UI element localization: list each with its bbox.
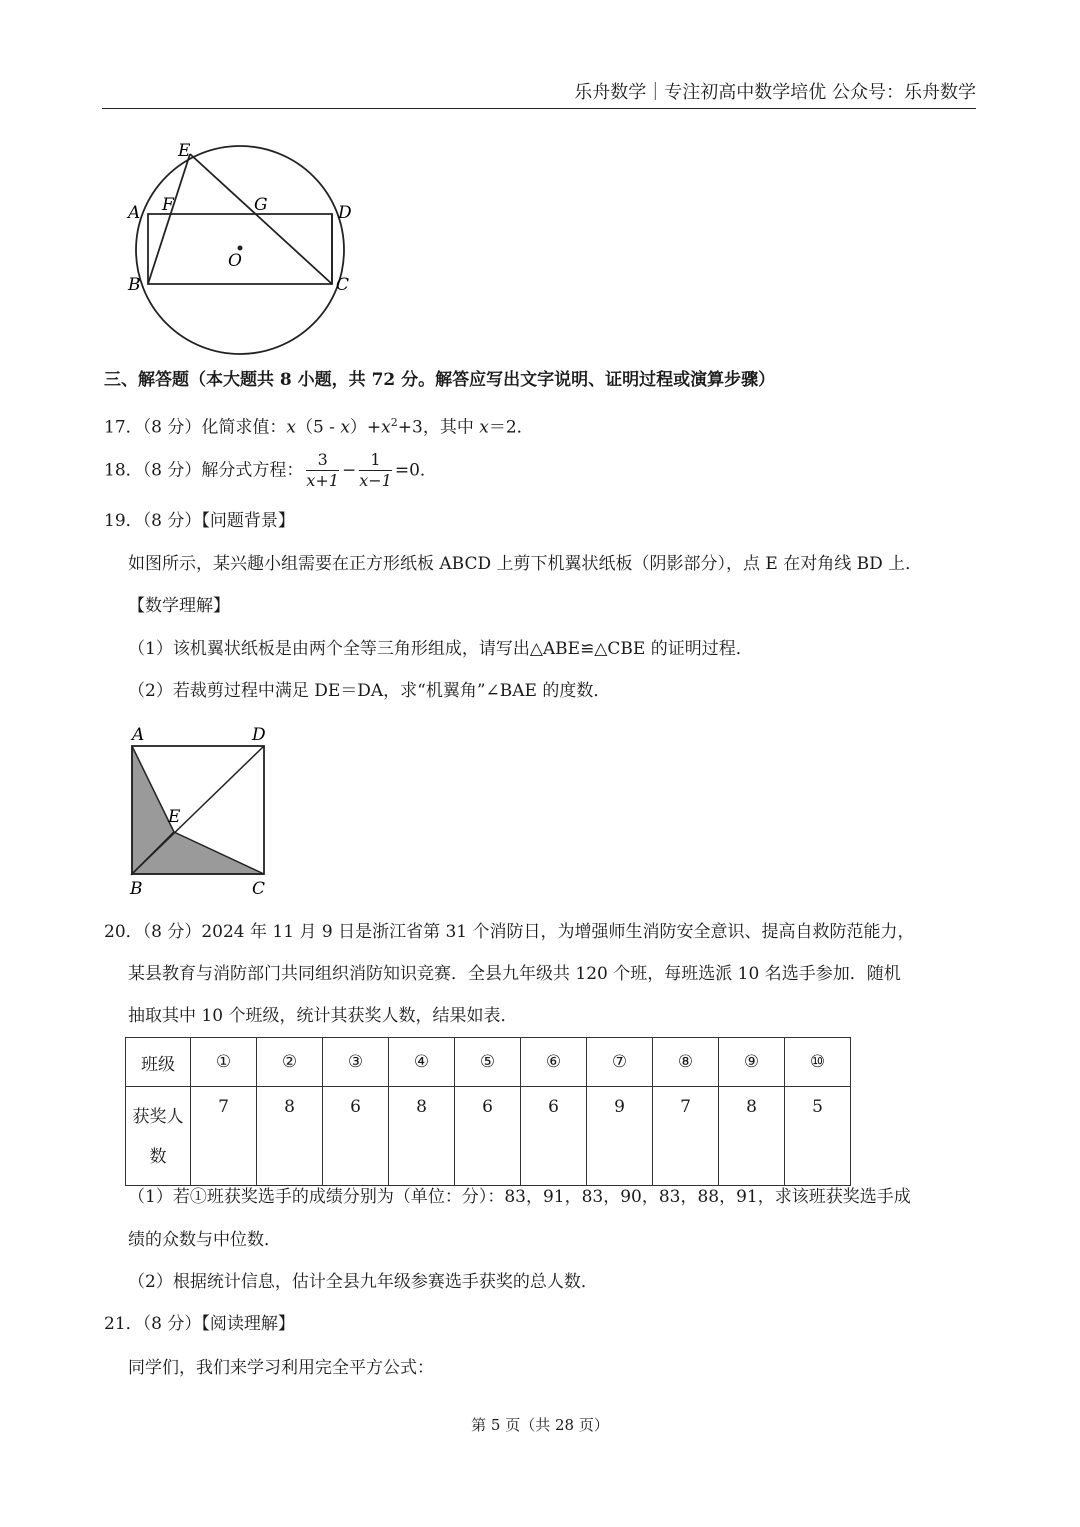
question-19-prefix: 19．（8 分）【问题背景】 [104,511,295,531]
q17-exponent: 2 [390,416,398,429]
table-cell-award: 7 [653,1087,719,1186]
table-cell-class: ③ [323,1038,389,1087]
question-20-line-3: 抽取其中 10 个班级，统计其获奖人数，结果如表． [128,1006,518,1026]
question-20-line-2: 某县教育与消防部门共同组织消防知识竞赛．全县九年级共 120 个班，每班选派 10 名选手参加．随机 [128,964,901,984]
q17-text: ）+ [349,417,382,438]
q18-tail: =0． [394,460,437,481]
fraction-denominator: x+1 [306,471,339,490]
label-c: C [336,275,350,295]
square-figure [122,722,282,900]
label-f: F [162,195,174,215]
table-header-class: 班级 [126,1038,191,1087]
label-b: B [130,879,143,899]
question-21-line-1: 同学们，我们来学习利用完全平方公式： [128,1358,434,1378]
q18-prefix: 18．（8 分）解分式方程： [104,460,304,481]
q17-var: x [286,417,296,438]
award-table [125,1037,851,1186]
table-cell-award: 6 [521,1087,587,1186]
table-cell-award: 8 [257,1087,323,1186]
table-cell-class: ⑩ [785,1038,851,1087]
table-cell-class: ⑨ [719,1038,785,1087]
table-cell-award: 8 [719,1087,785,1186]
page-footer: 第 5 页（共 28 页） [471,1416,609,1434]
label-a: A [128,203,141,223]
q17-text: ＝2． [488,417,534,438]
label-d: D [338,203,352,223]
question-19-subtitle: 【数学理解】 [128,596,230,616]
q17-text: +3，其中 [397,417,480,438]
table-cell-award: 5 [785,1087,851,1186]
q17-var: x [340,417,350,438]
question-19-part-1: （1）该机翼状纸板是由两个全等三角形组成，请写出△ABE≌△CBE 的证明过程． [128,639,753,659]
label-e: E [178,141,191,161]
page-header: 乐舟数学｜专注初高中数学培优 公众号：乐舟数学 [102,80,976,109]
question-20-line-1: 20．（8 分）2024 年 11 月 9 日是浙江省第 31 个消防日，为增强师生消防安全意识、提高自救防范能力， [104,922,915,942]
awards-head-line-2: 数 [149,1147,167,1167]
question-19-paragraph: 如图所示，某兴趣小组需要在正方形纸板 ABCD 上剪下机翼状纸板（阴影部分），点 E 在对角线 BD 上． [128,554,923,574]
label-d: D [252,725,266,745]
q17-prefix: 17．（8 分）化简求值： [104,417,287,438]
table-cell-award: 8 [389,1087,455,1186]
table-cell-class: ⑤ [455,1038,521,1087]
awards-head-line-1: 获奖人 [132,1107,184,1127]
fraction-denominator: x−1 [359,471,392,490]
table-cell-class: ④ [389,1038,455,1087]
label-a: A [132,725,145,745]
table-row-awards [126,1087,851,1186]
table-cell-class: ① [191,1038,257,1087]
center-point [238,246,243,251]
question-20-part-1-line-2: 绩的众数与中位数． [128,1230,281,1250]
table-cell-class: ② [257,1038,323,1087]
table-row-class [126,1038,851,1087]
table-header-awards [126,1087,191,1186]
q18-fraction-2 [359,450,392,491]
question-18 [104,450,437,491]
question-21-prefix: 21．（8 分）【阅读理解】 [104,1314,295,1334]
fraction-numerator: 3 [306,450,339,471]
q17-var: x [381,417,391,438]
table-cell-award: 6 [455,1087,521,1186]
q18-minus: − [341,460,357,481]
label-e: E [168,807,181,827]
question-19-part-2: （2）若裁剪过程中满足 DE＝DA，求“机翼角”∠BAE 的度数． [128,681,611,701]
table-cell-class: ⑥ [521,1038,587,1087]
table-cell-award: 9 [587,1087,653,1186]
q17-text: （5 - [295,417,341,438]
question-17 [104,411,534,440]
table-cell-award: 6 [323,1087,389,1186]
label-g: G [254,195,268,215]
section-3-title: 三、解答题（本大题共 8 小题，共 72 分。解答应写出文字说明、证明过程或演算步骤） [104,370,776,390]
table-cell-class: ⑦ [587,1038,653,1087]
label-b: B [128,275,141,295]
q18-fraction-1 [306,450,339,491]
q17-var: x [479,417,489,438]
fraction-numerator: 1 [359,450,392,471]
circle-figure [120,138,370,370]
table-cell-class: ⑧ [653,1038,719,1087]
label-c: C [252,879,266,899]
question-20-part-2: （2）根据统计信息，估计全县九年级参赛选手获奖的总人数． [128,1272,598,1292]
label-o: O [228,251,242,271]
table-cell-award: 7 [191,1087,257,1186]
question-20-part-1-line-1: （1）若①班获奖选手的成绩分别为（单位：分）：83，91，83，90，83，88，91，求该班获奖选手成 [128,1187,911,1207]
